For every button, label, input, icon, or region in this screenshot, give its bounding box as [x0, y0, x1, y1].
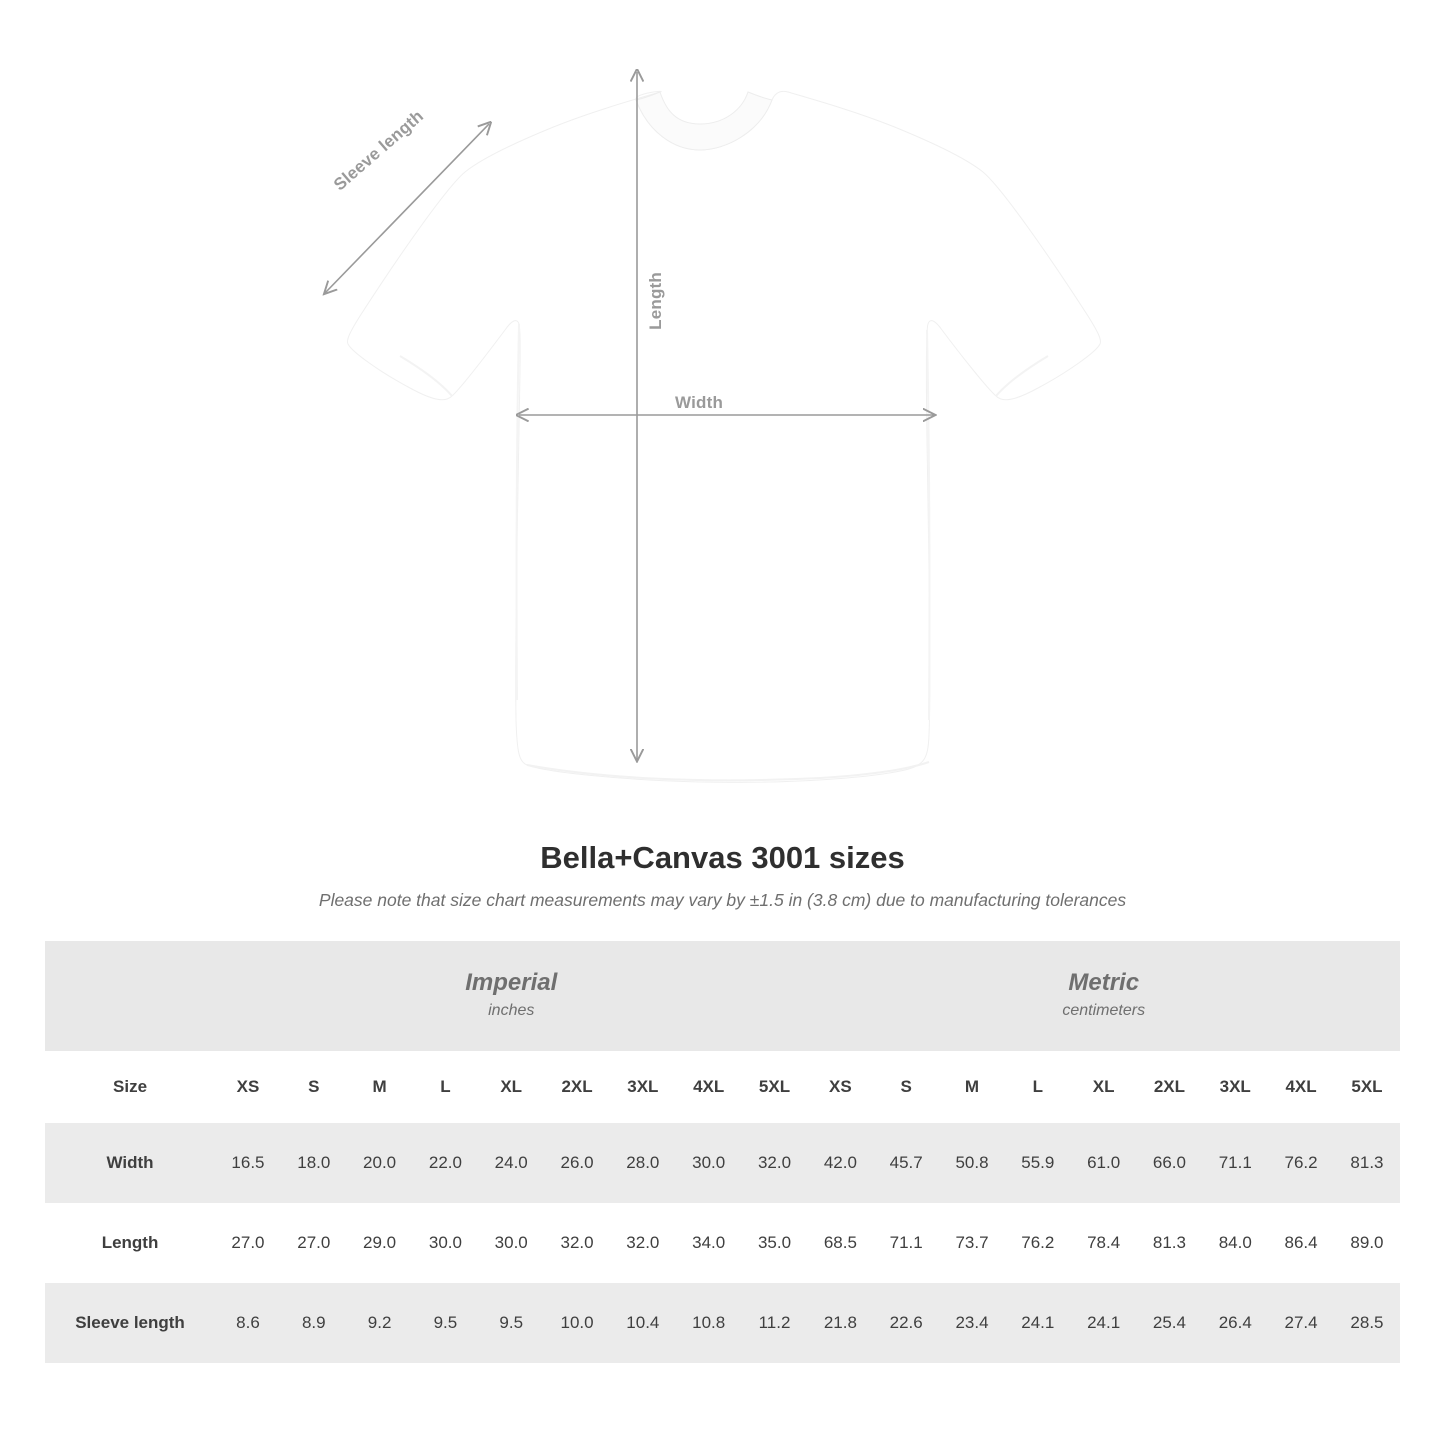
row-label-sleeve-length: Sleeve length: [45, 1283, 215, 1363]
cell-length: 71.1: [873, 1203, 939, 1283]
tolerance-note: Please note that size chart measurements may vary by ±1.5 in (3.8 cm) due to manufacturing tolerances: [318, 890, 1127, 910]
cell-sleeve-length: 28.5: [1334, 1283, 1400, 1363]
cell-width: 71.1: [1202, 1123, 1268, 1203]
cell-sleeve-length: 24.1: [1071, 1283, 1137, 1363]
cell-length: 34.0: [676, 1203, 742, 1283]
title-block: [0, 840, 1445, 911]
cell-length: 81.3: [1137, 1203, 1203, 1283]
size-header-cell: 5XL: [1334, 1051, 1400, 1123]
cell-length: 35.0: [742, 1203, 808, 1283]
cell-length: 27.0: [281, 1203, 347, 1283]
cell-width: 45.7: [873, 1123, 939, 1203]
table-row: [45, 1123, 1400, 1203]
cell-width: 30.0: [676, 1123, 742, 1203]
size-header-cell: S: [873, 1051, 939, 1123]
cell-length: 30.0: [413, 1203, 479, 1283]
unit-group-imperial: [215, 941, 807, 1051]
size-header-cell: 5XL: [742, 1051, 808, 1123]
cell-length: 78.4: [1071, 1203, 1137, 1283]
cell-length: 84.0: [1202, 1203, 1268, 1283]
cell-sleeve-length: 11.2: [742, 1283, 808, 1363]
cell-length: 32.0: [544, 1203, 610, 1283]
size-header-cell: M: [347, 1051, 413, 1123]
unit-imperial-sub: inches: [488, 1002, 535, 1020]
unit-metric-sub: centimeters: [1062, 1002, 1146, 1020]
row-label-width: Width: [45, 1123, 215, 1203]
cell-width: 76.2: [1268, 1123, 1334, 1203]
cell-sleeve-length: 23.4: [939, 1283, 1005, 1363]
size-table: [45, 941, 1400, 1363]
cell-sleeve-length: 26.4: [1202, 1283, 1268, 1363]
size-table-wrapper: [45, 941, 1400, 1363]
unit-header-row: [45, 941, 1400, 1051]
cell-length: 32.0: [610, 1203, 676, 1283]
size-header-cell: 3XL: [1202, 1051, 1268, 1123]
size-header-cell: XS: [807, 1051, 873, 1123]
sleeve-length-label: Sleeve length: [330, 106, 428, 195]
size-header-cell: 2XL: [1137, 1051, 1203, 1123]
unit-metric-name: Metric: [1068, 969, 1140, 997]
row-label-length: Length: [45, 1203, 215, 1283]
size-header-row: [45, 1051, 1400, 1123]
size-header-cell: 4XL: [676, 1051, 742, 1123]
tshirt-shape: [348, 91, 1101, 782]
cell-width: 26.0: [544, 1123, 610, 1203]
width-label: Width: [675, 393, 724, 412]
cell-width: 32.0: [742, 1123, 808, 1203]
length-label: Length: [646, 272, 665, 330]
size-header-cell: 3XL: [610, 1051, 676, 1123]
cell-sleeve-length: 8.9: [281, 1283, 347, 1363]
size-header-cell: XS: [215, 1051, 281, 1123]
cell-length: 76.2: [1005, 1203, 1071, 1283]
table-row: [45, 1203, 1400, 1283]
cell-sleeve-length: 21.8: [807, 1283, 873, 1363]
cell-sleeve-length: 8.6: [215, 1283, 281, 1363]
cell-width: 42.0: [807, 1123, 873, 1203]
cell-sleeve-length: 24.1: [1005, 1283, 1071, 1363]
cell-sleeve-length: 25.4: [1137, 1283, 1203, 1363]
size-header-cell: 4XL: [1268, 1051, 1334, 1123]
cell-sleeve-length: 10.0: [544, 1283, 610, 1363]
cell-width: 81.3: [1334, 1123, 1400, 1203]
cell-width: 16.5: [215, 1123, 281, 1203]
row-header-size: Size: [45, 1051, 215, 1123]
cell-length: 86.4: [1268, 1203, 1334, 1283]
size-header-cell: 2XL: [544, 1051, 610, 1123]
size-header-cell: M: [939, 1051, 1005, 1123]
cell-width: 18.0: [281, 1123, 347, 1203]
cell-width: 22.0: [413, 1123, 479, 1203]
cell-sleeve-length: 27.4: [1268, 1283, 1334, 1363]
cell-width: 20.0: [347, 1123, 413, 1203]
cell-width: 24.0: [478, 1123, 544, 1203]
cell-sleeve-length: 10.8: [676, 1283, 742, 1363]
cell-sleeve-length: 9.2: [347, 1283, 413, 1363]
cell-length: 30.0: [478, 1203, 544, 1283]
cell-width: 28.0: [610, 1123, 676, 1203]
cell-sleeve-length: 9.5: [413, 1283, 479, 1363]
unit-header-spacer: [45, 941, 215, 1051]
cell-length: 89.0: [1334, 1203, 1400, 1283]
cell-sleeve-length: 9.5: [478, 1283, 544, 1363]
cell-width: 66.0: [1137, 1123, 1203, 1203]
cell-length: 29.0: [347, 1203, 413, 1283]
cell-length: 73.7: [939, 1203, 1005, 1283]
cell-length: 68.5: [807, 1203, 873, 1283]
size-header-cell: XL: [478, 1051, 544, 1123]
cell-width: 55.9: [1005, 1123, 1071, 1203]
page-title: Bella+Canvas 3001 sizes: [540, 840, 905, 875]
cell-width: 61.0: [1071, 1123, 1137, 1203]
cell-sleeve-length: 10.4: [610, 1283, 676, 1363]
size-header-cell: XL: [1071, 1051, 1137, 1123]
cell-length: 27.0: [215, 1203, 281, 1283]
size-header-cell: L: [413, 1051, 479, 1123]
cell-width: 50.8: [939, 1123, 1005, 1203]
size-header-cell: S: [281, 1051, 347, 1123]
size-header-cell: L: [1005, 1051, 1071, 1123]
table-row: [45, 1283, 1400, 1363]
cell-sleeve-length: 22.6: [873, 1283, 939, 1363]
unit-imperial-name: Imperial: [465, 969, 558, 997]
unit-group-metric: [807, 941, 1400, 1051]
